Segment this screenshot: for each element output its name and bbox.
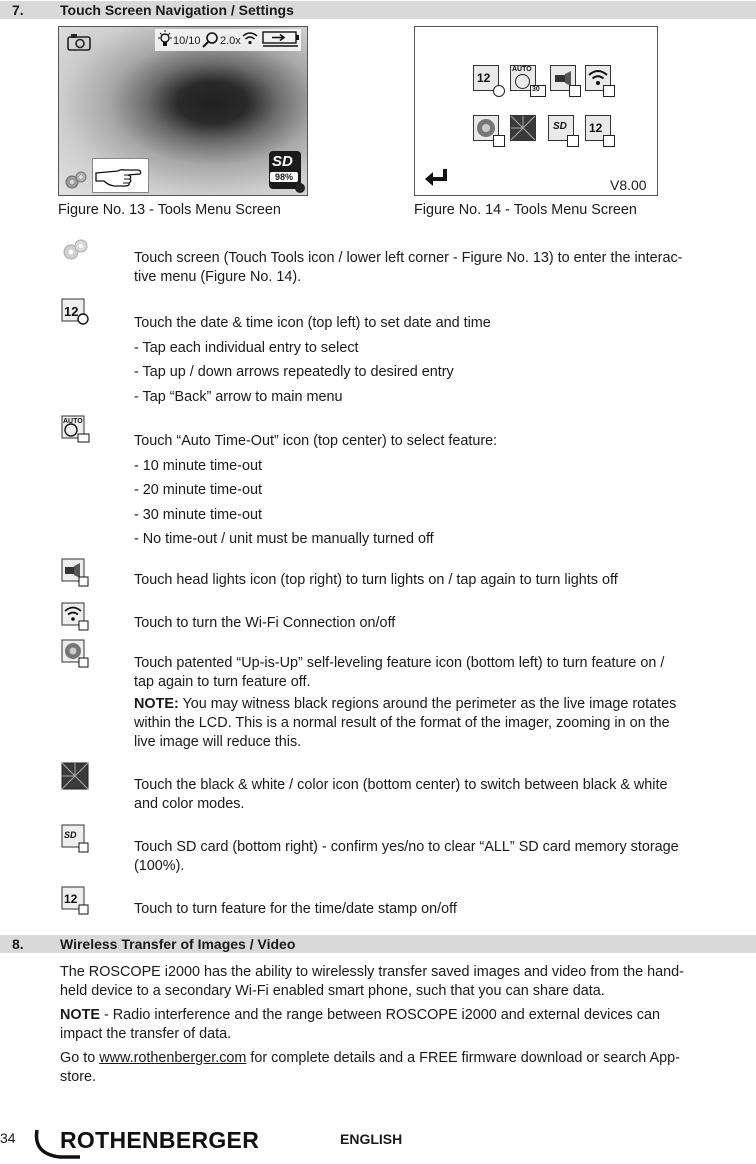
wireless-intro: The ROSCOPE i2000 has the ability to wirelessly transfer saved images and video from the hand- held device to a secondary Wi-Fi enabled smart phone, such that you can share data. [60,964,684,999]
item-date-time: Touch the date & time icon (top left) to set date and time - Tap each individual entry to select - Tap up / down arrows repeatedly to desired entry - Tap “Back” arrow to main menu [134,315,491,405]
self-leveling-icon [60,638,90,668]
zoom-level: 2.0x [220,35,241,47]
color-mode-icon [511,116,535,140]
section-title: Touch Screen Navigation / Settings [60,2,294,18]
date-time-tile[interactable]: 12 [473,65,499,91]
date-stamp-icon [60,885,90,915]
auto-timeout-icon [60,414,90,444]
wifi-power-badge [603,85,615,97]
section-header [0,935,756,953]
item-wifi: Touch to turn the Wi-Fi Connection on/off [134,615,396,631]
item-head-lights: Touch head lights icon (top right) to turn lights on / tap again to turn lights off [134,572,618,588]
figure-13-caption: Figure No. 13 - Tools Menu Screen [58,202,281,218]
rothenberger-link[interactable]: www.rothenberger.com [99,1050,247,1066]
figure-13-screen [58,26,308,196]
sd-label: SD [272,153,293,170]
date-stamp-tile[interactable]: 12 [585,115,611,141]
tile-clock-badge [493,85,505,97]
auto-timeout-tile[interactable]: AUTO [510,65,536,91]
sd-card-icon [60,823,90,853]
item-black-white: Touch the black & white / color icon (bottom center) to switch between black & white and color modes. [134,777,668,812]
firmware-version: V8.00 [610,177,647,193]
black-white-icon [60,761,90,791]
auto-minutes-badge: 30 [530,85,546,97]
figure-14-caption: Figure No. 14 - Tools Menu Screen [414,202,637,218]
light-level: 10/10 [173,35,201,47]
section-number: 8. [12,936,24,952]
section-header [0,1,756,19]
svg-text:AUTO: AUTO [63,418,83,425]
stamp-power-badge [603,135,615,147]
level-power-badge [493,135,505,147]
sd-power-badge [567,135,579,147]
record-dot [295,183,305,193]
item-up-is-up: Touch patented “Up-is-Up” self-leveling feature icon (bottom left) to turn feature on / tap again to turn feature off. [134,655,665,690]
language-label: ENGLISH [340,1131,403,1147]
wireless-goto: Go to www.rothenberger.com for complete details and a FREE firmware download or search App- store. [60,1050,680,1085]
wireless-note: NOTE - Radio interference and the range between ROSCOPE i2000 and external devices can impact the transfer of data. [60,1007,660,1042]
svg-text:12: 12 [64,304,79,319]
item-tools: Touch screen (Touch Tools icon / lower left corner - Figure No. 13) to enter the interac- tive menu (Figure No. 14). [134,250,683,285]
pointing-hand-icon [94,161,146,189]
wifi-icon [60,601,90,631]
figure-14-screen [414,26,658,196]
tools-icon [60,235,90,265]
date-time-icon [60,296,90,326]
zoom-icon [202,31,220,48]
camera-icon [67,33,91,51]
brand-logo: ROTHENBERGER [60,1127,260,1153]
svg-text:SD: SD [64,830,77,840]
item-sd-card: Touch SD card (bottom right) - confirm yes/no to clear “ALL” SD card memory storage (100%). [134,839,679,874]
auto-clock-icon [515,74,530,89]
battery-icon [262,31,300,49]
tools-icon[interactable] [63,169,89,191]
item-date-stamp: Touch to turn feature for the time/date stamp on/off [134,901,457,917]
light-bulb-icon [157,30,173,48]
back-arrow-icon[interactable] [423,167,451,189]
head-lights-icon [60,557,90,587]
lights-power-badge [569,85,581,97]
svg-text:12: 12 [64,892,78,906]
item-auto-timeout: Touch “Auto Time-Out” icon (top center) to select feature: - 10 minute time-out - 20 minute time-out - 30 minute time-out - No time-out / unit must be manually turned off [134,433,498,547]
section-number: 7. [12,2,24,18]
page-number: 34 [0,1130,16,1146]
note-up-is-up: NOTE: You may witness black regions around the perimeter as the live image rotates within the LCD. This is a normal result of the format of the imager, zooming in on the live image will reduce this. [134,696,677,750]
sd-percent: 98% [270,172,298,182]
sd-card-tile[interactable]: SD [548,115,574,141]
section-title: Wireless Transfer of Images / Video [60,936,296,952]
black-white-tile[interactable] [510,115,536,141]
wifi-icon [242,31,258,45]
